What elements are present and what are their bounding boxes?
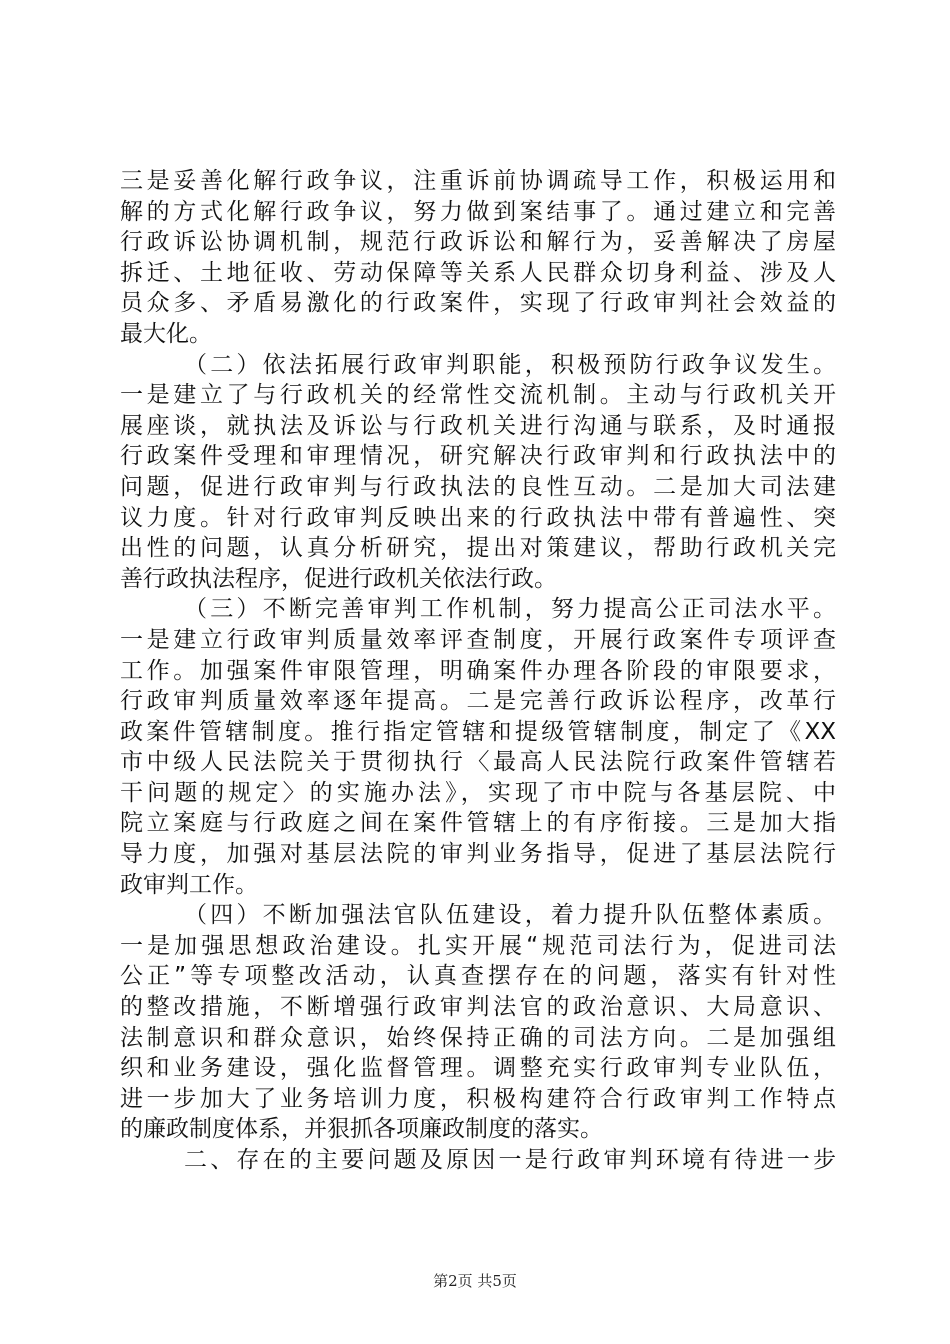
paragraph-mediate-disputes: [120, 166, 836, 350]
text-line: 的整改措施，不断增强行政审判法官的政治意识、大局意识、: [120, 994, 836, 1021]
text-line: 进一步加大了业务培训力度，积极构建符合行政审判工作特点: [120, 1085, 836, 1112]
text-line: 法制意识和群众意识，始终保持正确的司法方向。二是加强组: [120, 1024, 836, 1051]
text-line: 行政案件受理和审理情况，研究解决行政审判和行政执法中的: [120, 443, 836, 470]
text-line: 展座谈，就执法及诉讼与行政机关进行沟通与联系，及时通报: [120, 412, 836, 439]
text-line: 工作。加强案件审限管理，明确案件办理各阶段的审限要求，: [120, 657, 836, 684]
paragraph-section-3: [120, 594, 836, 900]
document-body: [120, 166, 836, 1176]
text-line: 行政审判质量效率逐年提高。二是完善行政诉讼程序，改革行: [120, 688, 836, 715]
text-line: 善行政执法程序，促进行政机关依法行政。: [120, 565, 557, 592]
text-line: 政审判工作。: [120, 871, 258, 898]
text-line: 的廉政制度体系，并狠抓各项廉政制度的落实。: [120, 1116, 603, 1143]
text-line: 解的方式化解行政争议，努力做到案结事了。通过建立和完善: [120, 198, 836, 225]
text-line: 拆迁、土地征收、劳动保障等关系人民群众切身利益、涉及人: [120, 259, 836, 286]
text-line: 院立案庭与行政庭之间在案件管辖上的有序衔接。三是加大指: [120, 810, 836, 837]
section-heading-line: （二）依法拓展行政审判职能，积极预防行政争议发生。: [184, 351, 836, 378]
text-line: 行政诉讼协调机制，规范行政诉讼和解行为，妥善解决了房屋: [120, 229, 836, 256]
text-line: 问题，促进行政审判与行政执法的良性互动。二是加大司法建: [120, 473, 836, 500]
text-line: 三是妥善化解行政争议，注重诉前协调疏导工作，积极运用和: [120, 168, 836, 194]
text-line: 最大化。: [120, 320, 212, 347]
text-line: 员众多、矛盾易激化的行政案件，实现了行政审判社会效益的: [120, 290, 836, 317]
page-number-footer: 第2页 共5页: [433, 1272, 517, 1290]
paragraph-section-4: [120, 900, 836, 1145]
text-line: 一是建立了与行政机关的经常性交流机制。主动与行政机关开: [120, 382, 836, 409]
text-line: 市中级人民法院关于贯彻执行〈最高人民法院行政案件管辖若: [120, 749, 836, 776]
text-line: 一是加强思想政治建设。扎实开展“规范司法行为，促进司法: [120, 932, 836, 959]
text-line: 织和业务建设，强化监督管理。调整充实行政审判专业队伍，: [120, 1055, 836, 1082]
text-line: 政案件管辖制度。推行指定管辖和提级管辖制度，制定了《XX: [120, 718, 836, 745]
section-heading-line: （四）不断加强法官队伍建设，着力提升队伍整体素质。: [184, 902, 836, 929]
text-line: 议力度。针对行政审判反映出来的行政执法中带有普遍性、突: [120, 504, 836, 531]
paragraph-problems: [120, 1145, 836, 1176]
section-heading-line: 二、存在的主要问题及原因一是行政审判环境有待进一步: [184, 1147, 836, 1173]
text-line: 公正”等专项整改活动，认真查摆存在的问题，落实有针对性: [120, 963, 836, 990]
text-line: 干问题的规定〉的实施办法》，实现了市中院与各基层院、中: [120, 779, 836, 806]
section-heading-line: （三）不断完善审判工作机制，努力提高公正司法水平。: [184, 596, 836, 623]
paragraph-section-2: [120, 350, 836, 595]
text-line: 导力度，加强对基层法院的审判业务指导，促进了基层法院行: [120, 841, 836, 868]
text-line: 出性的问题，认真分析研究，提出对策建议，帮助行政机关完: [120, 535, 836, 562]
text-line: 一是建立行政审判质量效率评查制度，开展行政案件专项评查: [120, 626, 836, 653]
